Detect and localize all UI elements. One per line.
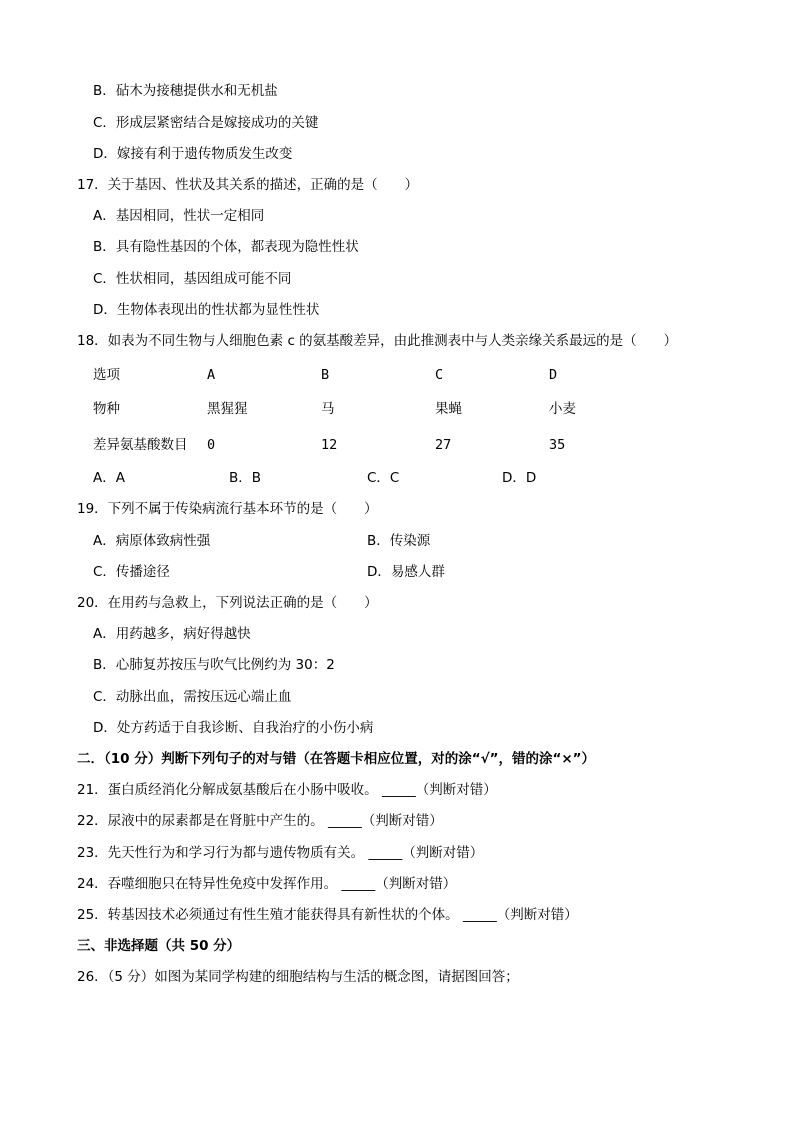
q18-option-a: A．A (93, 470, 125, 486)
table-cell: 小麦 (549, 401, 576, 417)
table-cell: C (435, 367, 444, 383)
judgement-item: 22．尿液中的尿素都是在肾脏中产生的。 _____（判断对错） (77, 813, 443, 829)
judgement-item: 24．吞噬细胞只在特异性免疫中发挥作用。 _____（判断对错） (77, 876, 457, 892)
q17-option-d: D．生物体表现出的性状都为显性性状 (93, 302, 320, 318)
table-cell: A (207, 367, 216, 383)
section2-heading: 二．（10 分）判断下列句子的对与错（在答题卡相应位置，对的涂“√”，错的涂“×”） (77, 751, 596, 767)
q20-stem: 20．在用药与急救上，下列说法正确的是（ ） (77, 595, 378, 611)
table-cell: 12 (321, 437, 338, 453)
q19-option-c: C．传播途径 (93, 564, 170, 580)
q19-option-d: D．易感人群 (367, 564, 445, 580)
q18-option-c: C．C (367, 470, 400, 486)
table-cell: 果蝇 (435, 401, 462, 417)
table-cell: B (321, 367, 330, 383)
q20-option-b: B．心肺复苏按压与吹气比例约为 30：2 (93, 657, 335, 673)
judgement-item: 25．转基因技术必须通过有性生殖才能获得具有新性状的个体。 _____（判断对错） (77, 907, 578, 923)
q17-option-c: C．性状相同，基因组成可能不同 (93, 271, 292, 287)
q19-option-a: A．病原体致病性强 (93, 533, 211, 549)
table-cell: 差异氨基酸数目 (93, 437, 188, 453)
q18-stem: 18．如表为不同生物与人细胞色素 c 的氨基酸差异，由此推测表中与人类亲缘关系最远的是（ ） (77, 333, 678, 349)
q18-option-b: B．B (229, 470, 262, 486)
table-cell: 物种 (93, 401, 120, 417)
q19-stem: 19．下列不属于传染病流行基本环节的是（ ） (77, 501, 378, 517)
table-cell: 0 (207, 437, 216, 453)
table-cell: 35 (549, 437, 566, 453)
q19-option-b: B．传染源 (367, 533, 431, 549)
q17-option-b: B．具有隐性基因的个体，都表现为隐性性状 (93, 239, 359, 255)
q17-option-a: A．基因相同，性状一定相同 (93, 208, 265, 224)
table-cell: 27 (435, 437, 452, 453)
table-cell: 黑猩猩 (207, 401, 248, 417)
q16-option-c: C．形成层紧密结合是嫁接成功的关键 (93, 115, 319, 131)
q20-option-c: C．动脉出血，需按压远心端止血 (93, 689, 292, 705)
q18-option-d: D．D (502, 470, 537, 486)
q20-option-d: D．处方药适于自我诊断、自我治疗的小伤小病 (93, 720, 374, 736)
table-cell: 马 (321, 401, 335, 417)
judgement-item: 23．先天性行为和学习行为都与遗传物质有关。 _____（判断对错） (77, 845, 484, 861)
section3-heading: 三、非选择题（共 50 分） (77, 938, 241, 954)
table-cell: D (549, 367, 558, 383)
q26-stem: 26．（5 分）如图为某同学构建的细胞结构与生活的概念图，请据图回答； (77, 969, 519, 985)
judgement-item: 21．蛋白质经消化分解成氨基酸后在小肠中吸收。 _____（判断对错） (77, 782, 497, 798)
table-cell: 选项 (93, 367, 120, 383)
q16-option-b: B．砧木为接穗提供水和无机盐 (93, 83, 278, 99)
q20-option-a: A．用药越多，病好得越快 (93, 626, 251, 642)
q16-option-d: D．嫁接有利于遗传物质发生改变 (93, 146, 293, 162)
q17-stem: 17．关于基因、性状及其关系的描述，正确的是（ ） (77, 177, 419, 193)
